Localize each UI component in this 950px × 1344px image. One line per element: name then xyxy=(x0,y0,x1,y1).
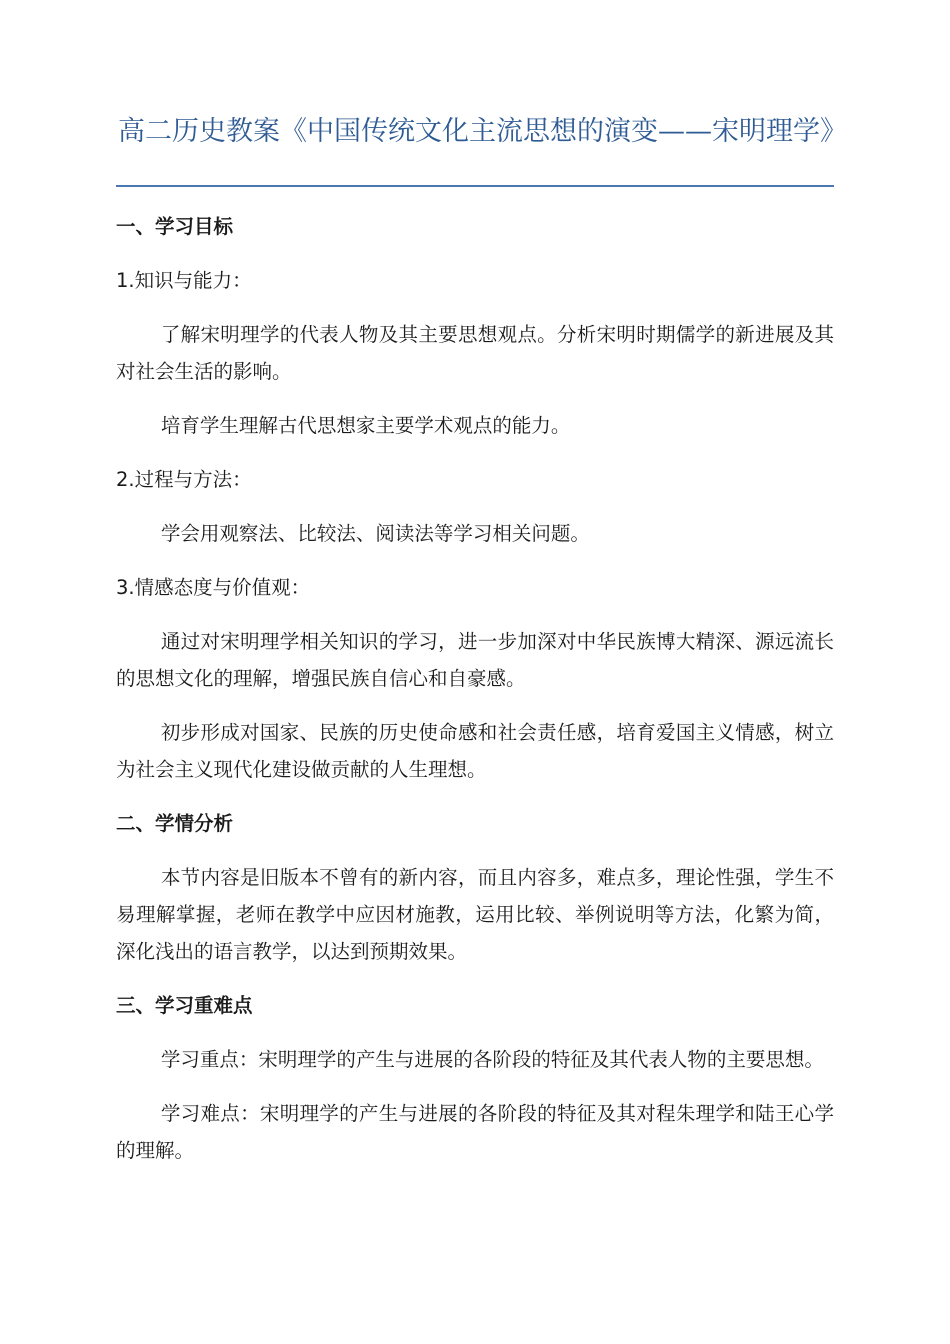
paragraph-keypoints-2: 学习难点：宋明理学的产生与进展的各阶段的特征及其对程朱理学和陆王心学的理解。 xyxy=(116,1102,834,1162)
subheading-number: 3. xyxy=(116,576,135,599)
paragraph-knowledge-1: 了解宋明理学的代表人物及其主要思想观点。分析宋明时期儒学的新进展及其对社会生活的影响。 xyxy=(116,323,834,383)
section-heading-goals: 一、学习目标 xyxy=(116,215,234,238)
subheading-label: 情感态度与价值观： xyxy=(134,576,311,599)
subheading-number: 1. xyxy=(116,269,135,292)
paragraph-emotion-2: 初步形成对国家、民族的历史使命感和社会责任感，培育爱国主义情感，树立为社会主义现代化建设做贡献的人生理想。 xyxy=(116,721,834,781)
paragraph-knowledge-2: 培育学生理解古代思想家主要学术观点的能力。 xyxy=(160,414,571,437)
document-title: 高二历史教案《中国传统文化主流思想的演变——宋明理学》 xyxy=(118,116,847,147)
subheading-number: 2. xyxy=(116,468,135,491)
subheading-knowledge xyxy=(116,262,834,299)
paragraph-emotion-1: 通过对宋明理学相关知识的学习，进一步加深对中华民族博大精深、源远流长的思想文化的理解，增强民族自信心和自豪感。 xyxy=(116,630,834,690)
subheading-label: 过程与方法： xyxy=(134,468,252,491)
title-underline xyxy=(116,185,834,187)
subheading-process xyxy=(116,461,834,498)
section-heading-analysis: 二、学情分析 xyxy=(116,812,234,835)
paragraph-process-1: 学会用观察法、比较法、阅读法等学习相关问题。 xyxy=(160,522,590,545)
subheading-emotion xyxy=(116,569,834,606)
subheading-label: 知识与能力： xyxy=(134,269,252,292)
paragraph-analysis-1: 本节内容是旧版本不曾有的新内容，而且内容多，难点多，理论性强，学生不易理解掌握，老师在教学中应因材施教，运用比较、举例说明等方法，化繁为简，深化浅出的语言教学，以达到预期效果。 xyxy=(116,866,834,963)
paragraph-keypoints-1: 学习重点：宋明理学的产生与进展的各阶段的特征及其代表人物的主要思想。 xyxy=(160,1048,824,1071)
document-body xyxy=(116,208,834,1186)
section-heading-keypoints: 三、学习重难点 xyxy=(116,994,253,1017)
